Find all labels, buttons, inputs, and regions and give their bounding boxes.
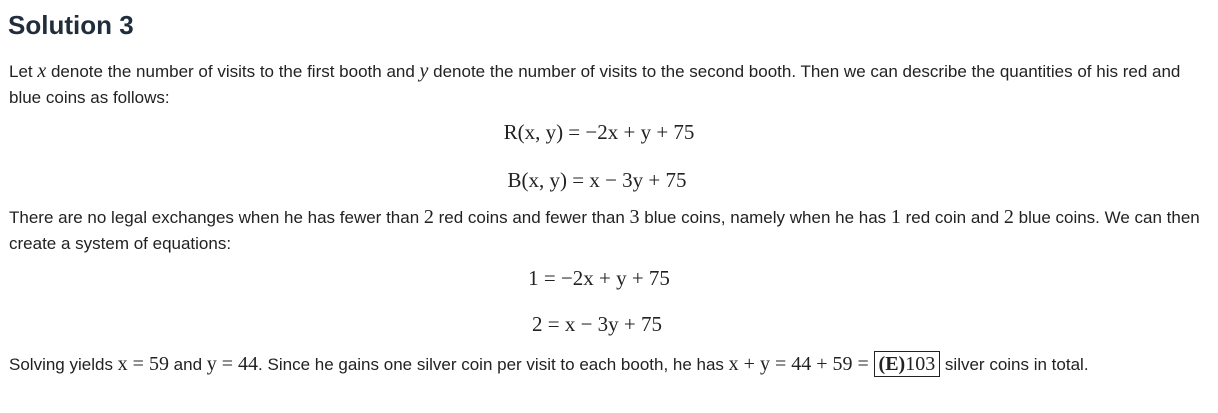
blue-coins-equation: B(x, y) = x − 3y + 75 — [507, 168, 687, 192]
number-two-b: 2 — [1003, 206, 1014, 228]
conclusion-text-4: silver coins in total. — [940, 355, 1089, 374]
exchange-paragraph — [9, 204, 1209, 257]
answer-choice: (E) — [878, 353, 906, 375]
conclusion-text-1: Solving yields — [9, 355, 118, 374]
conclusion-text-2: and — [168, 355, 207, 374]
y-solution: y = 44 — [206, 353, 259, 375]
answer-value: 103 — [905, 353, 936, 375]
solution-heading: Solution 3 — [8, 10, 134, 40]
system-equation-2: 2 = x − 3y + 75 — [531, 312, 663, 336]
sum-expression: x + y = 44 + 59 = — [728, 353, 869, 375]
exchange-text-3: blue coins, namely when he has — [639, 208, 891, 227]
variable-x: x — [37, 60, 47, 82]
variable-y: y — [419, 60, 429, 82]
intro-text-2: denote the number of visits to the first booth and — [46, 62, 420, 81]
conclusion-text-3: . Since he gains one silver coin per visit to each booth, he has — [258, 355, 729, 374]
conclusion-paragraph — [9, 351, 1209, 378]
boxed-answer — [874, 351, 941, 377]
exchange-text-4: red coin and — [900, 208, 1004, 227]
number-one: 1 — [890, 206, 901, 228]
red-coins-equation: R(x, y) = −2x + y + 75 — [503, 120, 695, 144]
intro-text-3: denote the number of visits to the second booth. Then we can describe the quantities of his red and blue coins as follows: — [9, 62, 1181, 107]
intro-paragraph — [9, 58, 1209, 111]
x-solution: x = 59 — [117, 353, 169, 375]
exchange-text-2: red coins and fewer than — [433, 208, 630, 227]
number-three: 3 — [629, 206, 640, 228]
number-two: 2 — [423, 206, 434, 228]
system-equation-1: 1 = −2x + y + 75 — [528, 266, 670, 290]
exchange-text-1: There are no legal exchanges when he has fewer than — [9, 208, 424, 227]
intro-text-1: Let — [9, 62, 38, 81]
exchange-text-5: blue coins. We can then create a system of equations: — [9, 208, 1200, 253]
